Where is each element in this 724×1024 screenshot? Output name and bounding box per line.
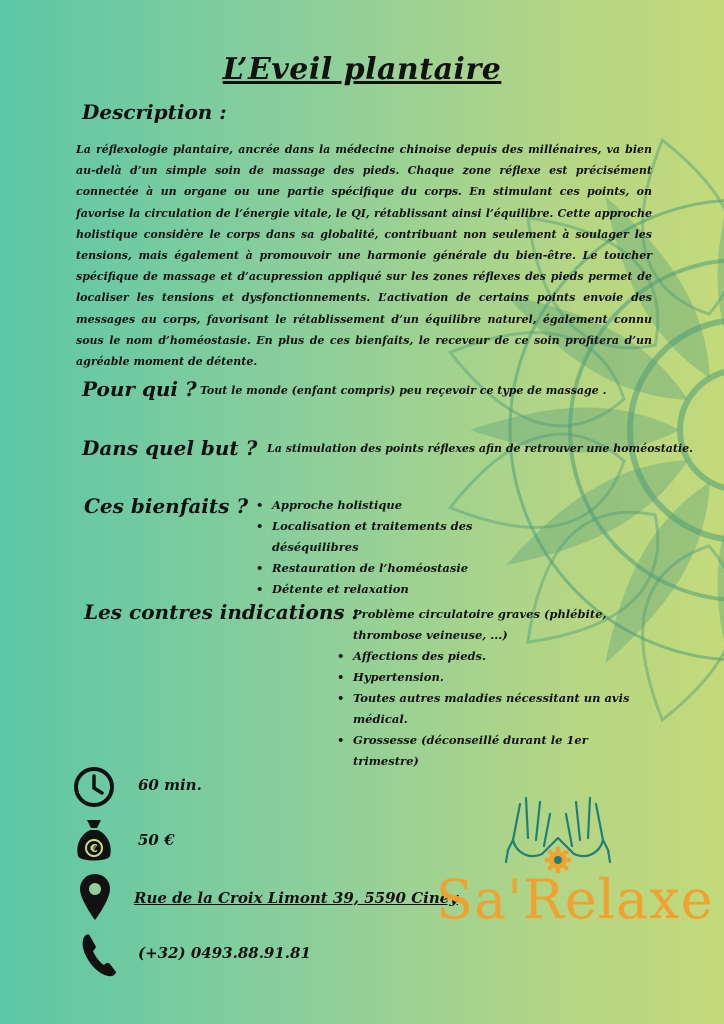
list-item: • Approche holistique (256, 495, 556, 516)
brand-logo-text: Sa'Relaxe (436, 868, 714, 931)
pour-qui-text: Tout le monde (enfant compris) peu reçevoir ce type de massage . (200, 384, 607, 397)
contre-indications-list (337, 604, 657, 772)
list-item: • Hypertension. (337, 667, 657, 688)
phone-icon (80, 932, 118, 978)
money-bag-icon (74, 818, 114, 864)
list-item: • Affections des pieds. (337, 646, 657, 667)
location-pin-icon (78, 872, 112, 922)
price-text: 50 € (138, 831, 175, 849)
clock-icon (72, 765, 116, 809)
list-item: • Grossesse (déconseillé durant le 1er trimestre) (337, 730, 657, 772)
list-item: • Toutes autres maladies nécessitant un avis médical. (337, 688, 657, 730)
list-item: • Problème circulatoire graves (phlébite, thrombose veineuse, ...) (337, 604, 657, 646)
page-title: L’Eveil plantaire (222, 52, 502, 87)
description-text: La réflexologie plantaire, ancrée dans la médecine chinoise depuis des millénaires, va bien au-delà d’un simple soin de massage des pieds. Chaque zone réflexe est précisément connectée à un organe ou une partie spécifique du corps. En stimulant ces points, on favorise la circulation de l’énergie vitale, le QI, rétablissant ainsi l’équilibre. Cette approche holistique considère le corps dans sa globalité, contribuant non seulement à soulager les tensions, mais également à promouvoir une harmonie générale du bien-être. Le toucher spécifique de massage et d’acupression appliqué sur les zones réflexes des pieds permet de localiser les tensions et dysfonctionnements. L’activation de certains points envoie des messages au corps, favorisant le rétablissement d’un équilibre naturel, également connu sous le nom d’homéostasie. En plus de ces bienfaits, le receveur de ce soin profitera d’un agréable moment de détente. (76, 143, 652, 369)
phone-text[interactable]: (+32) 0493.88.91.81 (138, 944, 311, 962)
dans-quel-but-heading: Dans quel but ? (82, 436, 258, 460)
duration-text: 60 min. (138, 776, 202, 794)
contre-indications-heading: Les contres indications : (84, 600, 359, 624)
description-heading: Description : (82, 100, 227, 124)
list-item: • Localisation et traitements des déséquilibres (256, 516, 556, 558)
list-item: • Détente et relaxation (256, 579, 556, 600)
list-item: • Restauration de l’homéostasie (256, 558, 556, 579)
address-text[interactable]: Rue de la Croix Limont 39, 5590 Ciney (134, 889, 459, 907)
bienfaits-heading: Ces bienfaits ? (84, 494, 249, 518)
pour-qui-heading: Pour qui ? (82, 377, 197, 401)
bienfaits-list (256, 495, 556, 600)
svg-text:€: € (90, 842, 98, 855)
dans-quel-but-text: La stimulation des points réflexes afin de retrouver une homéostatie. (267, 442, 694, 455)
